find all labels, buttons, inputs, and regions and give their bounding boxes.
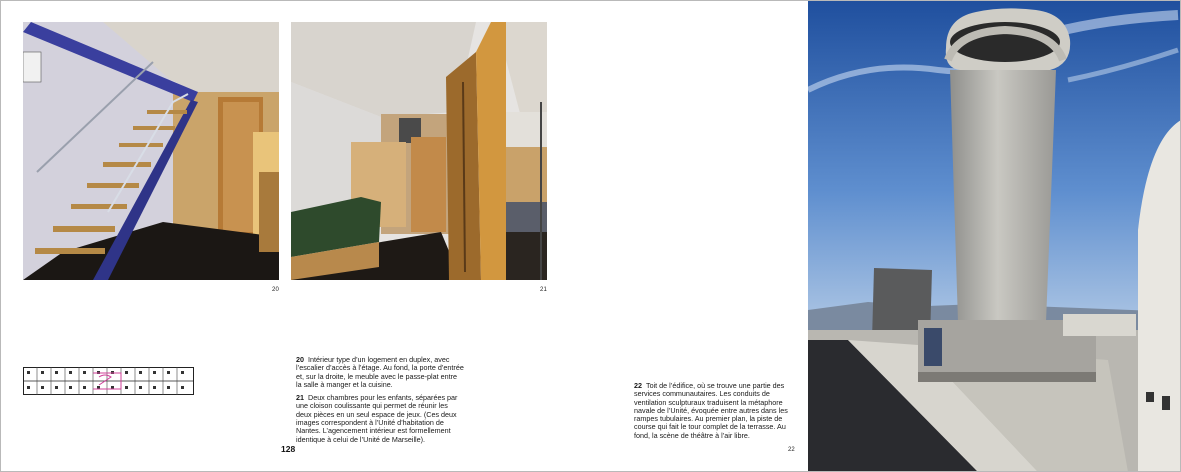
- caption-21: 21 Deux chambres pour les enfants, séparées par une cloison coulissante qui permet de réunir les deux pièces en un seul espace de jeux. (Ces deux images correspondent à l’Unité d’habitation de Nantes. L’agencement intérieur est formellement identique à celui de l’Unité de Marseille).: [296, 393, 458, 444]
- page-number: 128: [281, 444, 296, 454]
- figure-number-22: 22: [788, 447, 795, 453]
- figure-number-20: 20: [272, 287, 280, 293]
- photo-rooftop-ventilation: [808, 0, 1181, 472]
- figure-number-21: 21: [540, 287, 548, 293]
- caption-20: 20 Intérieur type d’un logement en duplex, avec l’escalier d’accès à l’étage. Au fond, la porte d’entrée et, sur la droite, le meuble avec le passe-plat entre la salle à manger et la cuisine.: [296, 355, 464, 389]
- caption-block-left: [296, 356, 464, 449]
- photo-duplex-staircase: [23, 22, 279, 280]
- caption-22: 22 Toit de l’édifice, où se trouve une partie des services communautaires. Les conduits de ventilation sculpturaux traduisent la métaphore navale de l’Unité, évoquée entre autres dans les rampes tubulaires. Au premier plan, la piste de course qui fait le tour complet de la terrasse. Au fond, la scène de théâtre à l’air libre.: [634, 381, 788, 440]
- photo-children-bedrooms: [291, 22, 547, 280]
- floor-plan-diagram: [23, 367, 194, 395]
